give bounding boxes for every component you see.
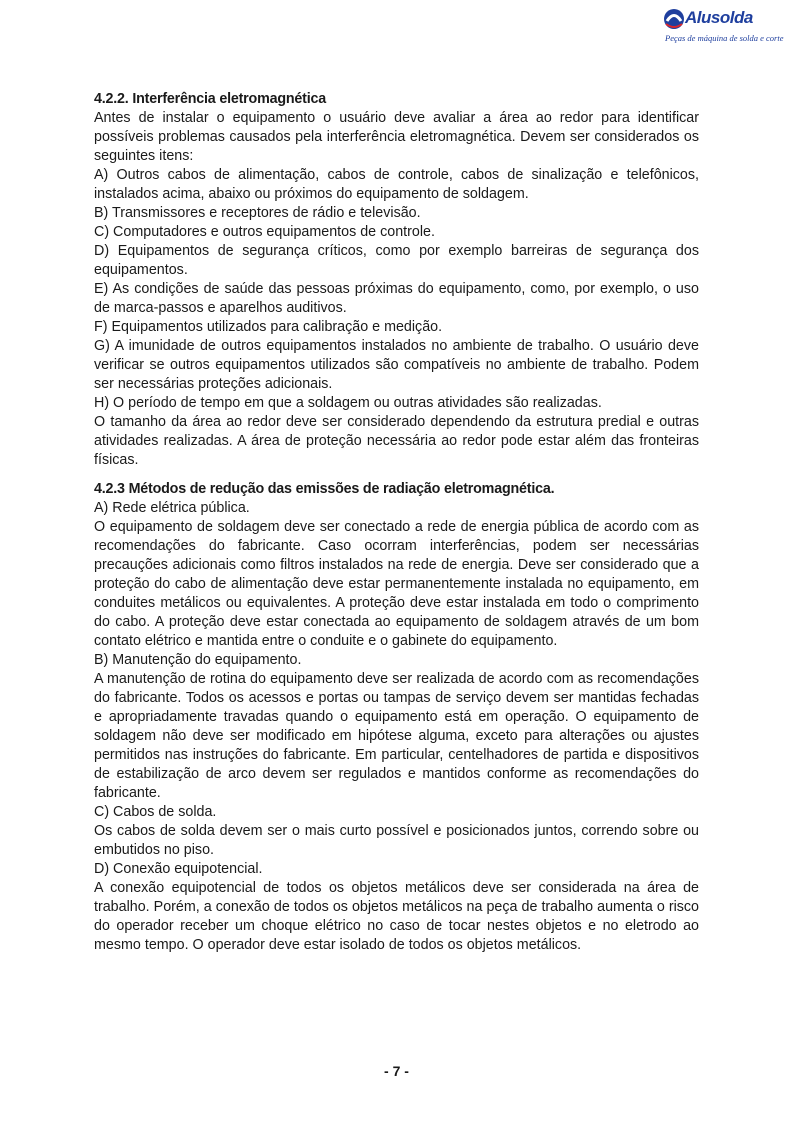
section-heading-4-2-3: 4.2.3 Métodos de redução das emissões de radiação eletromagnética. xyxy=(94,481,555,497)
list-item: A) Outros cabos de alimentação, cabos de controle, cabos de sinalização e telefônicos, instalados acima, abaixo ou próximos do equipamento de soldagem. xyxy=(94,167,699,202)
logo-name: Alusolda xyxy=(685,8,753,27)
list-item: G) A imunidade de outros equipamentos instalados no ambiente de trabalho. O usuário deve verificar se outros equipamentos utilizados são compatíveis no ambiente de trabalho. Podem ser necessárias proteções adicionais. xyxy=(94,338,699,392)
document-body xyxy=(94,90,699,955)
list-item: D) Equipamentos de segurança críticos, como por exemplo barreiras de segurança dos equipamentos. xyxy=(94,243,699,278)
list-item: F) Equipamentos utilizados para calibração e medição. xyxy=(94,319,443,335)
subsection-heading: A) Rede elétrica pública. xyxy=(94,500,250,516)
subsection-body: A manutenção de rotina do equipamento deve ser realizada de acordo com as recomendações do fabricante. Todos os acessos e portas ou tampas de serviço devem ser mantidas fechadas e apropriadamente travadas quando o equipamento está em operação. O equipamento de soldagem não deve ser modificado em hipótese alguma, exceto para alterações ou ajustes permitidos nas instruções do fabricante. Em particular, centelhadores de partida e dispositivos de estabilização de arco devem ser regulados e mantidos conforme as recomendações do fabricante. xyxy=(94,671,699,801)
section-heading-4-2-2: 4.2.2. Interferência eletromagnética xyxy=(94,91,326,107)
subsection-body: A conexão equipotencial de todos os objetos metálicos deve ser considerada na área de trabalho. Porém, a conexão de todos os objetos metálicos na peça de trabalho aumenta o risco do operador receber um choque elétrico no caso de tocar nestes objetos e no eletrodo ao mesmo tempo. O operador deve estar isolado de todos os objetos metálicos. xyxy=(94,880,699,953)
page-number: - 7 - xyxy=(384,1063,409,1079)
brand-logo xyxy=(655,4,784,48)
list-item: E) As condições de saúde das pessoas próximas do equipamento, como, por exemplo, o uso de marca-passos e aparelhos auditivos. xyxy=(94,281,699,316)
paragraph-intro: Antes de instalar o equipamento o usuário deve avaliar a área ao redor para identificar possíveis problemas causados pela interferência eletromagnética. Devem ser considerados os seguintes itens: xyxy=(94,110,699,164)
subsection-heading: B) Manutenção do equipamento. xyxy=(94,652,302,668)
subsection-body: O equipamento de soldagem deve ser conectado a rede de energia pública de acordo com as recomendações do fabricante. Caso ocorram interferências, podem ser necessárias precauções adicionais como filtros instalados na rede de energia. Deve ser considerado que a proteção do cabo de alimentação deve estar permanentemente instalada no equipamento, em conduites metálicos ou equivalentes. A proteção deve estar instalada em todo o comprimento do cabo. A proteção deve estar conectada ao equipamento de soldagem através de um bom contato elétrico e mantida entre o conduite e o gabinete do equipamento. xyxy=(94,519,699,649)
logo-tagline: Peças de máquina de solda e corte xyxy=(665,33,784,43)
subsection-body: Os cabos de solda devem ser o mais curto possível e posicionados juntos, correndo sobre ou embutidos no piso. xyxy=(94,823,699,858)
subsection-heading: C) Cabos de solda. xyxy=(94,804,217,820)
paragraph-closing: O tamanho da área ao redor deve ser considerado dependendo da estrutura predial e outras atividades realizadas. A área de proteção necessária ao redor pode estar além das fronteiras físicas. xyxy=(94,414,699,468)
list-item: B) Transmissores e receptores de rádio e televisão. xyxy=(94,205,421,221)
list-item: C) Computadores e outros equipamentos de controle. xyxy=(94,224,435,240)
logo-mark-icon xyxy=(663,8,685,30)
list-item: H) O período de tempo em que a soldagem ou outras atividades são realizadas. xyxy=(94,395,602,411)
subsection-heading: D) Conexão equipotencial. xyxy=(94,861,263,877)
